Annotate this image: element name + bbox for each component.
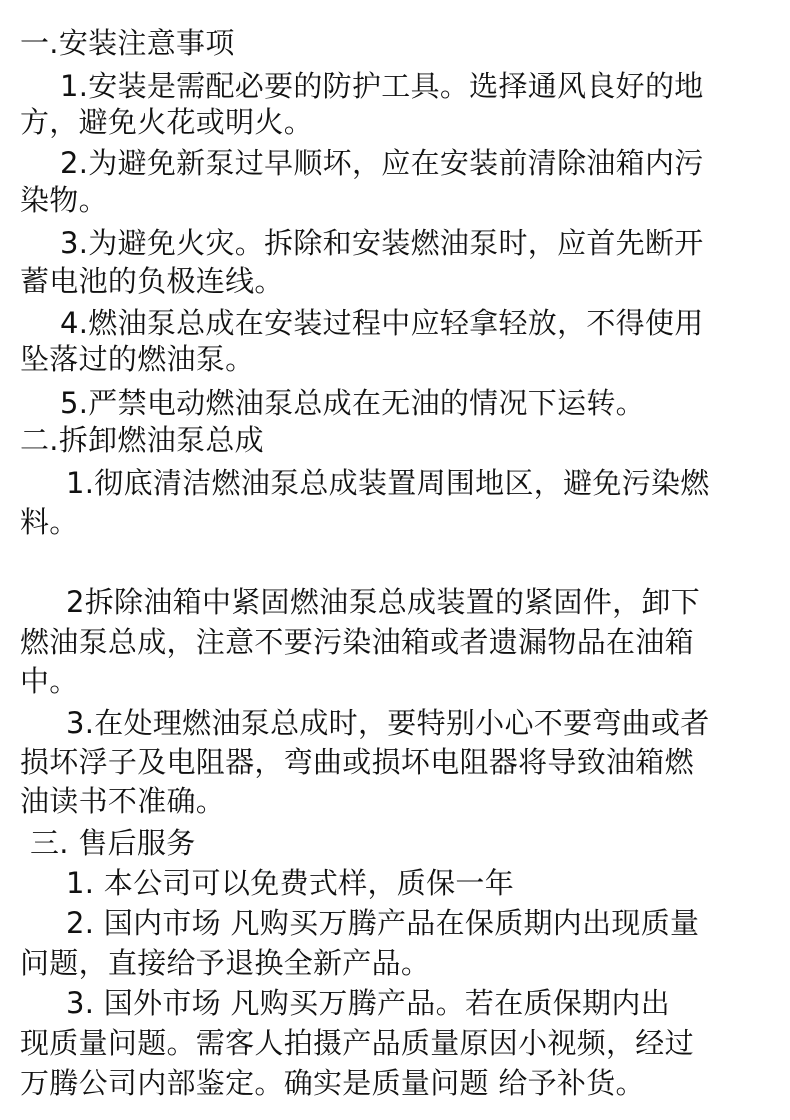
service-item-1-line-1: 1. 本公司可以免费式样，质保一年 — [66, 866, 514, 900]
install-item-5-line-1: 5.严禁电动燃油泵总成在无油的情况下运转。 — [60, 386, 645, 420]
install-item-4-line-1: 4.燃油泵总成在安装过程中应轻拿轻放，不得使用 — [60, 306, 704, 340]
service-item-2-line-2: 问题，直接给予退换全新产品。 — [20, 946, 431, 980]
section-heading-after-sales: 三. 售后服务 — [30, 826, 196, 860]
removal-item-2-line-1: 2拆除油箱中紧固燃油泵总成装置的紧固件，卸下 — [66, 585, 701, 619]
section-heading-removal: 二.拆卸燃油泵总成 — [20, 423, 264, 457]
removal-item-1-line-2: 料。 — [20, 505, 79, 539]
removal-item-2-line-2: 燃油泵总成，注意不要污染油箱或者遗漏物品在油箱 — [20, 625, 694, 659]
removal-item-3-line-1: 3.在处理燃油泵总成时，要特别小心不要弯曲或者 — [66, 706, 710, 740]
removal-item-3-line-2: 损坏浮子及电阻器，弯曲或损坏电阻器将导致油箱燃 — [20, 745, 694, 779]
service-item-3-line-2: 现质量问题。需客人拍摄产品质量原因小视频，经过 — [20, 1026, 694, 1060]
service-item-3-line-1: 3. 国外市场 凡购买万腾产品。若在质保期内出 — [66, 986, 671, 1020]
service-item-2-line-1: 2. 国内市场 凡购买万腾产品在保质期内出现质量 — [66, 906, 700, 940]
install-item-3-line-1: 3.为避免火灾。拆除和安装燃油泵时，应首先断开 — [60, 226, 704, 260]
install-item-2-line-1: 2.为避免新泵过早顺坏，应在安装前清除油箱内污 — [60, 146, 704, 180]
install-item-2-line-2: 染物。 — [20, 183, 108, 217]
section-heading-installation: 一.安装注意事项 — [20, 26, 235, 60]
install-item-1-line-2: 方，避免火花或明火。 — [20, 105, 314, 139]
install-item-4-line-2: 坠落过的燃油泵。 — [20, 342, 255, 376]
install-item-3-line-2: 蓄电池的负极连线。 — [20, 264, 284, 298]
service-item-3-line-3: 万腾公司内部鉴定。确实是质量问题 给予补货。 — [20, 1066, 645, 1100]
removal-item-3-line-3: 油读书不准确。 — [20, 784, 226, 818]
removal-item-1-line-1: 1.彻底清洁燃油泵总成装置周围地区，避免污染燃 — [66, 466, 710, 500]
removal-item-2-line-3: 中。 — [20, 664, 79, 698]
install-item-1-line-1: 1.安装是需配必要的防护工具。选择通风良好的地 — [60, 69, 704, 103]
